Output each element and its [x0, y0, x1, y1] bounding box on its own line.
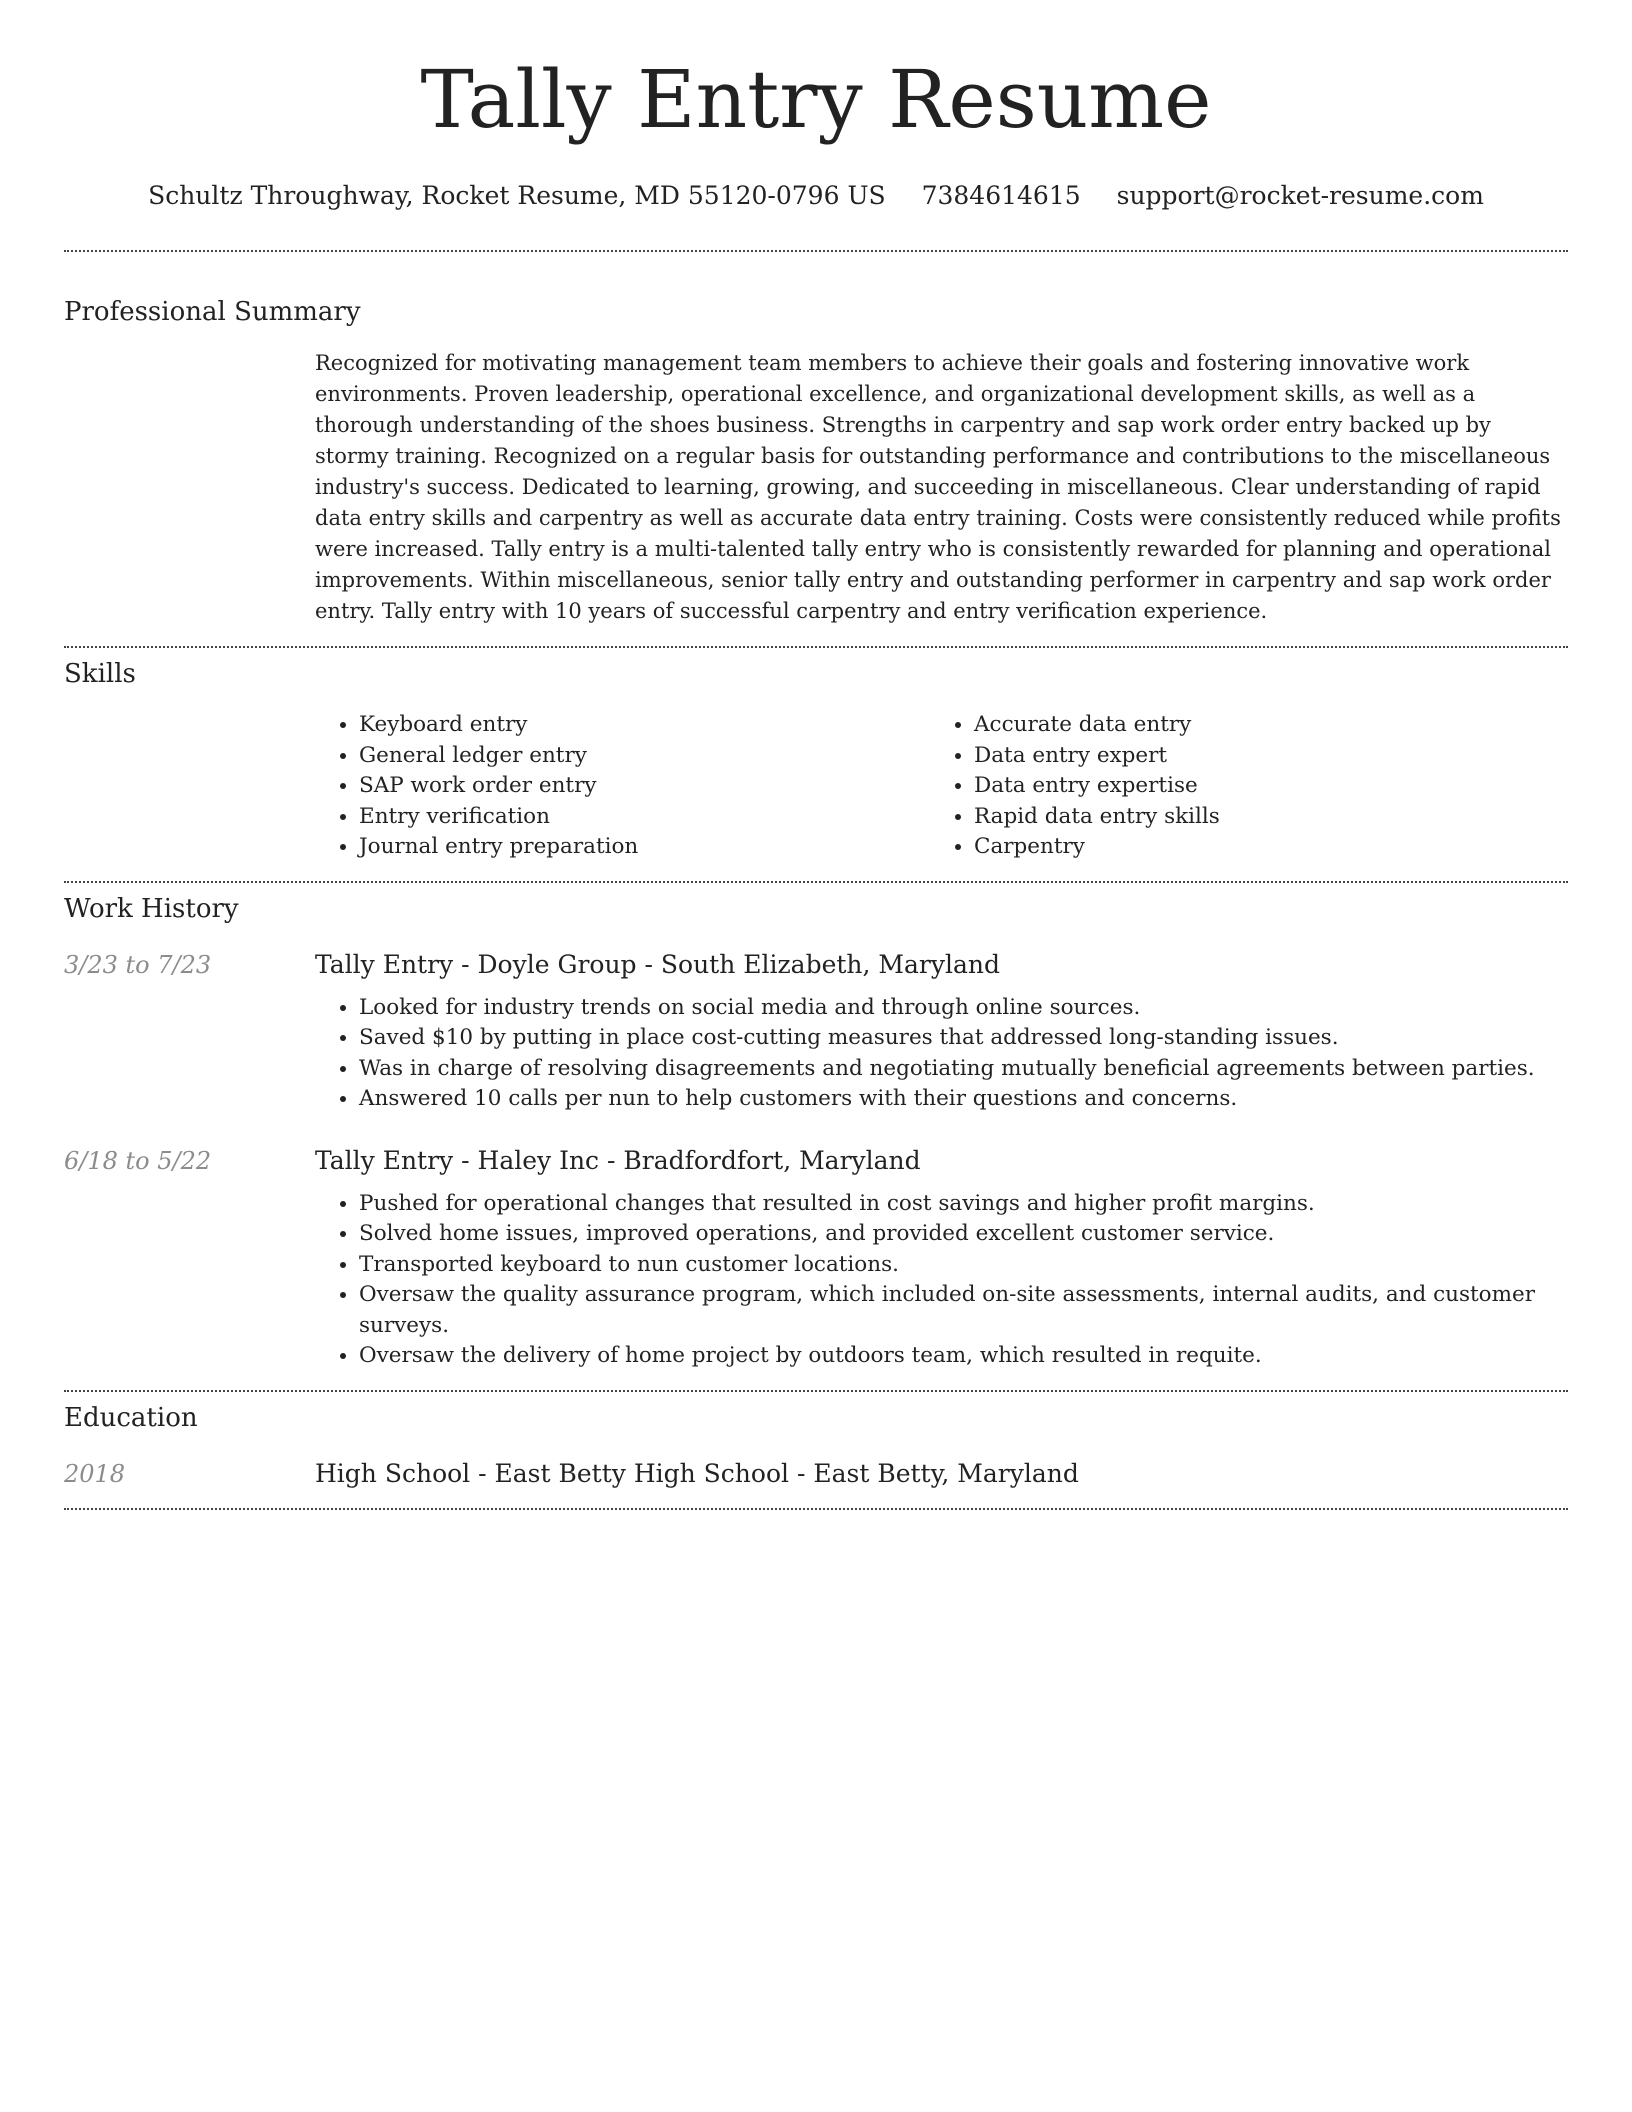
- work-section: [64, 893, 1568, 1372]
- section-divider: [64, 250, 1568, 252]
- work-heading: Work History: [64, 893, 239, 924]
- education-section: [64, 1402, 1568, 1490]
- skill-item: • General ledger entry: [359, 741, 930, 772]
- job-bullet: • Pushed for operational changes that resulted in cost savings and higher profit margins.: [359, 1189, 1568, 1220]
- job-dates: 6/18 to 5/22: [64, 1146, 212, 1175]
- education-heading: Education: [64, 1402, 198, 1433]
- job-title: Tally Entry - Haley Inc - Bradfordfort, Maryland: [315, 1145, 921, 1175]
- contact-line: [64, 180, 1568, 212]
- education-title: High School - East Betty High School - East Betty, Maryland: [315, 1458, 1079, 1488]
- job-entry: [64, 949, 1568, 1115]
- job-dates: 3/23 to 7/23: [64, 950, 212, 979]
- job-bullet: • Looked for industry trends on social media and through online sources.: [359, 993, 1568, 1024]
- job-entry: [64, 1145, 1568, 1372]
- section-divider: [64, 1390, 1568, 1392]
- skills-heading: Skills: [64, 659, 136, 689]
- resume-page: [64, 0, 1568, 1510]
- section-divider: [64, 881, 1568, 883]
- contact-address: Schultz Throughway, Rocket Resume, MD 55120-0796 US: [148, 181, 886, 210]
- skill-item: • Keyboard entry: [359, 710, 930, 741]
- education-entry: [64, 1458, 1568, 1490]
- skill-item: • Accurate data entry: [974, 710, 1545, 741]
- section-divider: [64, 1508, 1568, 1510]
- skills-section: [64, 658, 1568, 863]
- job-title: Tally Entry - Doyle Group - South Elizabeth, Maryland: [315, 949, 1000, 979]
- skill-item: • Carpentry: [974, 832, 1545, 863]
- skill-item: • Journal entry preparation: [359, 832, 930, 863]
- skill-item: • Entry verification: [359, 802, 930, 833]
- skill-item: • Data entry expert: [974, 741, 1545, 772]
- contact-email: support@rocket-resume.com: [1116, 181, 1484, 210]
- skill-item: • Rapid data entry skills: [974, 802, 1545, 833]
- job-bullet: • Solved home issues, improved operations, and provided excellent customer service.: [359, 1219, 1568, 1250]
- resume-title: Tally Entry Resume: [420, 53, 1212, 146]
- job-bullet: • Transported keyboard to nun customer locations.: [359, 1250, 1568, 1281]
- job-bullet: • Answered 10 calls per nun to help customers with their questions and concerns.: [359, 1084, 1568, 1115]
- education-year: 2018: [64, 1459, 126, 1488]
- skills-column-left: [315, 710, 930, 863]
- summary-section: [64, 296, 1568, 627]
- summary-heading: Professional Summary: [64, 297, 361, 327]
- contact-phone: 7384614615: [921, 181, 1081, 210]
- skill-item: • Data entry expertise: [974, 771, 1545, 802]
- job-bullet: • Was in charge of resolving disagreements and negotiating mutually beneficial agreements between parties.: [359, 1054, 1568, 1085]
- skills-column-right: [930, 710, 1545, 863]
- summary-text: Recognized for motivating management team members to achieve their goals and fostering innovative work environments. Proven leadership, operational excellence, and organizational development skills, as well as a thorough understanding of the shoes business. Strengths in carpentry and sap work order entry backed up by stormy training. Recognized on a regular basis for outstanding performance and contributions to the miscellaneous industry's success. Dedicated to learning, growing, and succeeding in miscellaneous. Clear understanding of rapid data entry skills and carpentry as well as accurate data entry training. Costs were consistently reduced while profits were increased. Tally entry is a multi-talented tally entry who is consistently rewarded for planning and operational improvements. Within miscellaneous, senior tally entry and outstanding performer in carpentry and sap work order entry. Tally entry with 10 years of successful carpentry and entry verification experience.: [315, 351, 1561, 623]
- job-bullet: • Saved $10 by putting in place cost-cutting measures that addressed long-standing issues.: [359, 1023, 1568, 1054]
- skill-item: • SAP work order entry: [359, 771, 930, 802]
- job-bullet: • Oversaw the delivery of home project by outdoors team, which resulted in requite.: [359, 1341, 1568, 1372]
- section-divider: [64, 646, 1568, 648]
- job-bullet: • Oversaw the quality assurance program, which included on-site assessments, internal audits, and customer surveys.: [359, 1280, 1568, 1341]
